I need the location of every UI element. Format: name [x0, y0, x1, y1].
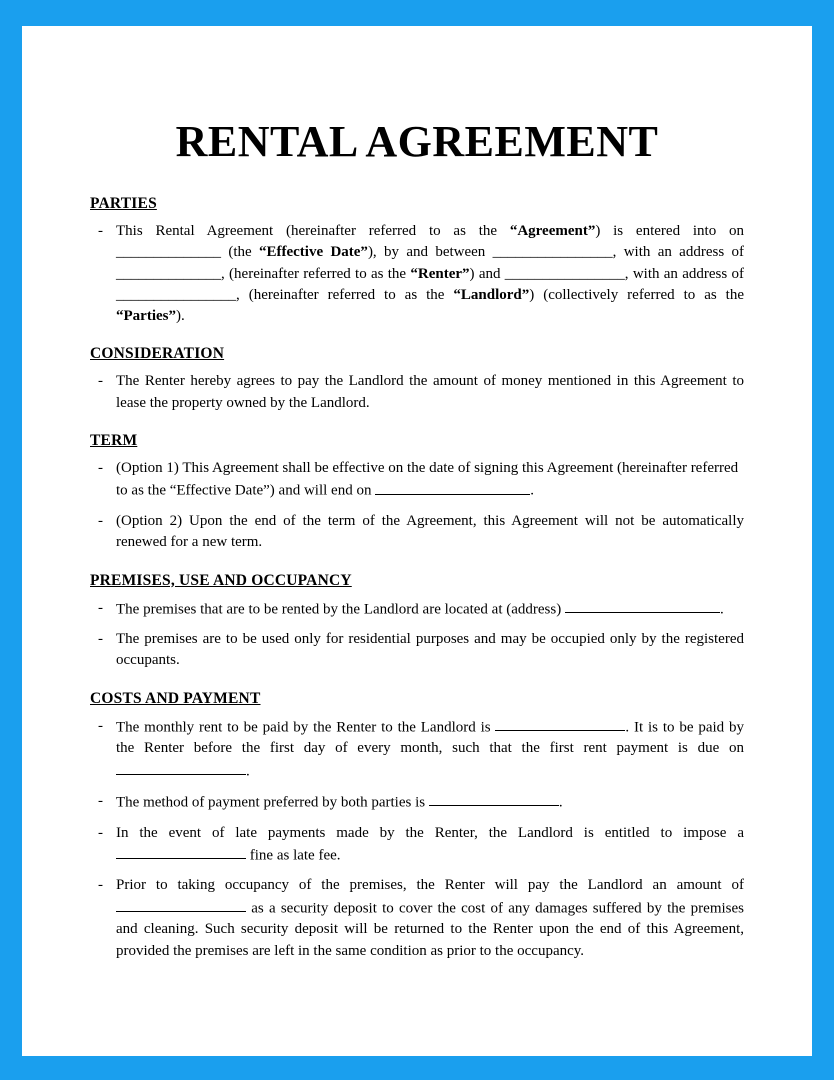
premises-use-clause: The premises are to be used only for residential purposes and may be occupied only by the registered occupants. — [116, 631, 744, 669]
bullet-dash: - — [98, 460, 103, 477]
bullet-dash: - — [98, 599, 103, 616]
document-paper — [22, 26, 812, 1056]
payment-method-text-a: The method of payment preferred by both parties is — [116, 794, 429, 811]
premises-address-blank[interactable] — [565, 598, 720, 613]
late-fee-clause — [116, 823, 744, 867]
bullet-dash: - — [98, 793, 103, 810]
section-list-premises — [90, 598, 744, 672]
monthly-rent-clause — [116, 716, 744, 782]
premises-address-text-b: . — [719, 600, 724, 617]
term-option-1-text-a: (Option 1) This Agreement shall be effective on the date of signing this Agreement (hereinafter referred to as the “Effective Date”) and will end on — [116, 460, 739, 499]
parties-mid1: ) is entered into on ______________ (the — [116, 223, 744, 261]
section-heading-term: TERM — [90, 432, 138, 450]
section-list-costs — [90, 716, 744, 962]
list-item — [90, 629, 744, 672]
monthly-rent-text-a: The monthly rent to be paid by the Renter to the Landlord is — [116, 718, 496, 735]
list-item — [90, 511, 744, 554]
premises-address-clause — [116, 598, 744, 621]
monthly-rent-amount-blank[interactable] — [495, 716, 625, 731]
security-deposit-text-b: as a security deposit to cover the cost of any damages suffered by the premises and cleaning. Such security deposit will be returned to the Renter upon the end of this Agreement, provided the premises are left in the same condition as prior to the occupancy. — [116, 899, 744, 959]
payment-method-text-b: . — [558, 794, 563, 811]
section-heading-premises: PREMISES, USE AND OCCUPANCY — [90, 571, 352, 589]
list-item — [90, 458, 744, 502]
first-payment-date-blank[interactable] — [116, 760, 246, 775]
late-fee-text-b: fine as late fee. — [246, 847, 341, 864]
bullet-dash: - — [98, 824, 103, 841]
section-list-term — [90, 458, 744, 553]
late-fee-amount-blank[interactable] — [116, 844, 246, 859]
page-title: RENTAL AGREEMENT — [175, 117, 659, 166]
section-heading-costs-and-payment: COSTS AND PAYMENT — [90, 689, 261, 707]
security-deposit-clause — [116, 875, 744, 961]
term-option-2-clause: (Option 2) Upon the end of the term of the Agreement, this Agreement will not be automatically renewed for a new term. — [116, 512, 744, 551]
security-deposit-amount-blank[interactable] — [116, 897, 246, 912]
bullet-dash: - — [98, 512, 103, 529]
term-option-1-clause — [116, 458, 744, 502]
bullet-dash: - — [98, 631, 103, 648]
bullet-dash: - — [98, 717, 103, 734]
bullet-dash: - — [98, 223, 103, 239]
term-landlord: “Landlord” — [453, 286, 530, 303]
section-list-parties — [90, 221, 744, 327]
term-option-1-text-b: . — [530, 482, 534, 499]
parties-lead: This Rental Agreement (hereinafter referred to as the — [116, 223, 510, 239]
bullet-dash: - — [98, 373, 103, 390]
parties-clause — [116, 221, 744, 327]
consideration-clause: The Renter hereby agrees to pay the Landlord the amount of money mentioned in this Agreement to lease the property owned by the Landlord. — [116, 373, 744, 411]
security-deposit-text-a: Prior to taking occupancy of the premises, the Renter will pay the Landlord an amount of — [116, 877, 744, 894]
term-renter: “Renter” — [410, 265, 470, 282]
term-effective-date: “Effective Date” — [258, 244, 368, 261]
list-item — [90, 716, 744, 782]
monthly-rent-text-b: . It is to be paid by the Renter before the first day of every month, such that the first rent payment is due on — [116, 718, 744, 757]
parties-mid2: ), by and between ________________, with an address of ______________, (hereinafter referred to as the — [116, 244, 744, 282]
list-item — [90, 221, 744, 327]
section-heading-consideration: CONSIDERATION — [90, 345, 225, 363]
term-agreement: “Agreement” — [509, 223, 596, 239]
parties-mid4: ) (collectively referred to as the — [529, 286, 744, 303]
bullet-dash: - — [98, 877, 103, 894]
list-item — [90, 791, 744, 814]
list-item — [90, 823, 744, 867]
payment-method-blank[interactable] — [429, 791, 559, 806]
section-list-consideration — [90, 371, 744, 414]
premises-address-text-a: The premises that are to be rented by the Landlord are located at (address) — [116, 600, 565, 617]
term-parties: “Parties” — [116, 308, 176, 325]
payment-method-clause — [116, 791, 744, 814]
list-item — [90, 371, 744, 414]
term-end-date-blank[interactable] — [375, 479, 530, 494]
list-item — [90, 875, 744, 961]
section-heading-parties: PARTIES — [90, 195, 157, 212]
parties-tail: ). — [175, 308, 185, 325]
list-item — [90, 598, 744, 621]
monthly-rent-text-c: . — [246, 762, 250, 779]
late-fee-text-a: In the event of late payments made by the Renter, the Landlord is entitled to impose a — [116, 824, 744, 841]
parties-mid3: ) and ________________, with an address of ________________, (hereinafter referred to as the — [116, 265, 744, 303]
